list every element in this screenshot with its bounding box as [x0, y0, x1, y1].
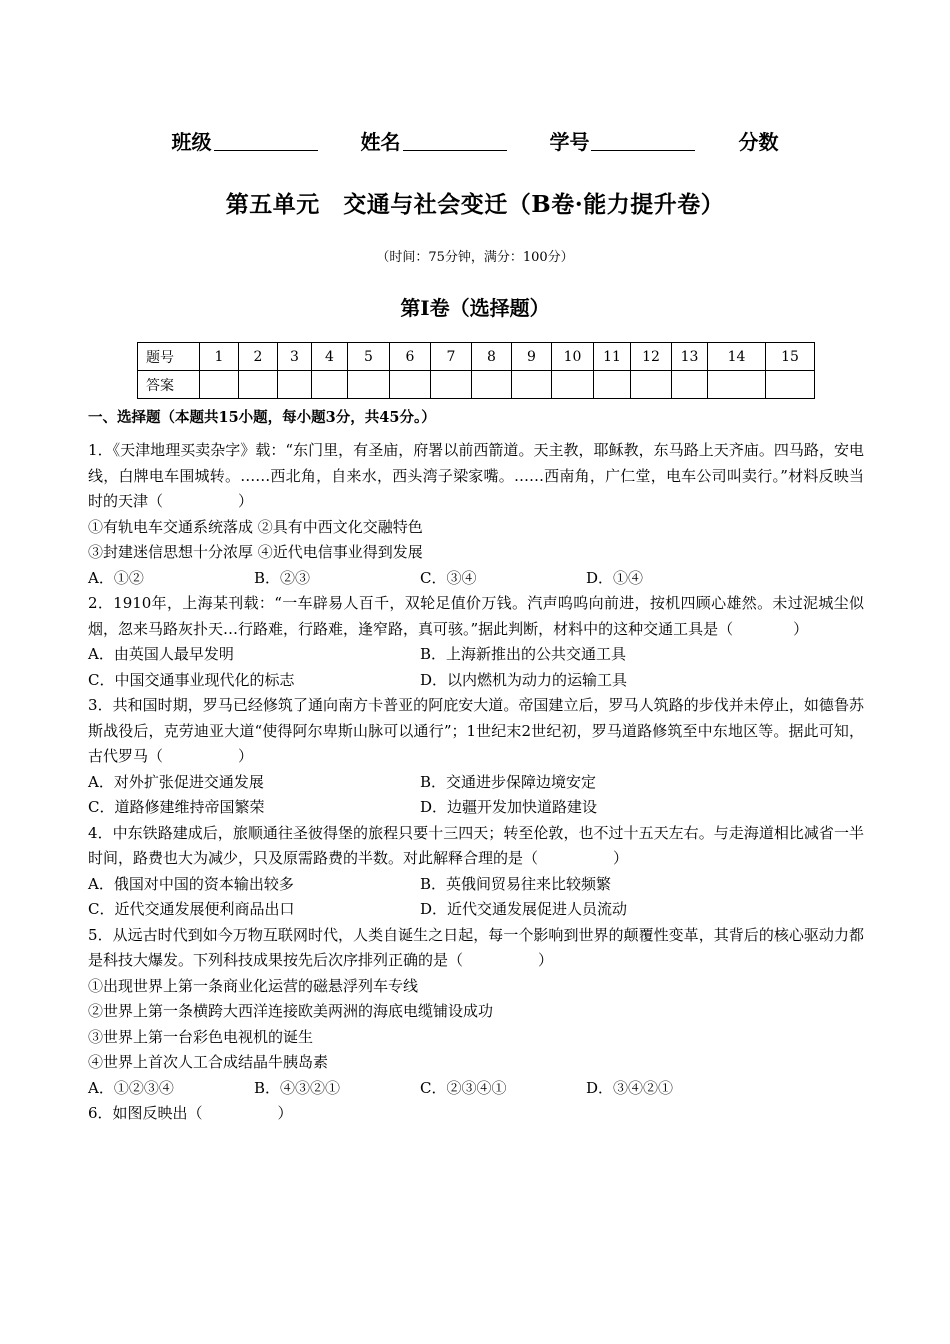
answer-row: [138, 371, 815, 399]
statement-item: ③封建迷信思想十分浓厚 ④近代电信事业得到发展: [88, 543, 423, 561]
answer-table: [137, 342, 815, 399]
option-list: [88, 872, 864, 898]
question-stem: 3．共和国时期，罗马已经修筑了通向南方卡普亚的阿庇安大道。帝国建立后，罗马人筑路的步伐并未停止，如德鲁苏斯战役后，克劳迪亚大道“使得阿尔卑斯山脉可以通行”；1世纪末2世纪初，罗马道路修筑至中东地区等。据此可知，古代罗马（ ）: [88, 696, 864, 765]
exam-subtitle: （时间：75分钟，满分：100分）: [376, 250, 574, 265]
question-number-cell: 1: [200, 343, 239, 371]
answer-cell[interactable]: [390, 371, 431, 399]
option-c[interactable]: C．道路修建维持帝国繁荣: [88, 798, 265, 816]
exam-title: 第五单元 交通与社会变迁（B卷·能力提升卷）: [225, 191, 725, 218]
question-4: [88, 821, 864, 923]
option-list: [88, 1076, 864, 1102]
question-number-cell: 15: [766, 343, 815, 371]
question-number-cell: 10: [552, 343, 594, 371]
question-number-cell: 6: [390, 343, 431, 371]
question-number-cell: 14: [708, 343, 766, 371]
option-c[interactable]: C．③④: [420, 568, 477, 587]
answer-cell[interactable]: [512, 371, 552, 399]
option-d[interactable]: D．③④②①: [586, 1078, 674, 1097]
question-stem: 5．从远古时代到如今万物互联网时代，人类自诞生之日起，每一个影响到世界的颠覆性变革，其背后的核心驱动力都是科技大爆发。下列科技成果按先后次序排列正确的是（ ）: [88, 925, 864, 969]
option-a[interactable]: A．对外扩张促进交通发展: [88, 772, 264, 791]
answer-cell[interactable]: [766, 371, 815, 399]
name-field[interactable]: 姓名: [361, 126, 507, 155]
question-5: [88, 923, 864, 1102]
statement-item: ③世界上第一台彩色电视机的诞生: [88, 1027, 314, 1046]
answer-label: 答案: [138, 371, 200, 399]
student-info-line: [0, 126, 950, 155]
option-b[interactable]: B．④③②①: [254, 1078, 341, 1097]
question-number-cell: 9: [512, 343, 552, 371]
answer-cell[interactable]: [672, 371, 708, 399]
option-d[interactable]: D．以内燃机为动力的运输工具: [420, 670, 628, 689]
question-number-cell: 4: [312, 343, 348, 371]
option-a[interactable]: A．俄国对中国的资本输出较多: [88, 874, 294, 893]
option-b[interactable]: B．②③: [254, 568, 311, 587]
answer-cell[interactable]: [278, 371, 312, 399]
answer-cell[interactable]: [631, 371, 672, 399]
option-d[interactable]: D．①④: [586, 568, 644, 587]
question-stem: 2．1910年，上海某刊载：“一车辟易人百千，双轮足值价万钱。汽声呜呜向前进，按机四顾心雄然。未过泥城尘似烟，忽来马路灰扑天…行路难，行路难，逢窄路，真可骇。”据此判断，材料中的这种交通工具是（ ）: [88, 594, 864, 638]
question-number-cell: 11: [594, 343, 631, 371]
answer-cell[interactable]: [239, 371, 278, 399]
option-list: [88, 668, 864, 694]
statement-item: ①出现世界上第一条商业化运营的磁悬浮列车专线: [88, 976, 419, 995]
answer-cell[interactable]: [708, 371, 766, 399]
option-a[interactable]: A．①②: [88, 568, 144, 587]
student-number-blank[interactable]: [591, 130, 695, 151]
question-number-cell: 12: [631, 343, 672, 371]
question-stem: 6．如图反映出（ ）: [88, 1104, 293, 1122]
option-a[interactable]: A．由英国人最早发明: [88, 645, 234, 663]
option-list: [88, 795, 864, 821]
volume-title: 第Ⅰ卷（选择题）: [400, 296, 550, 320]
statement-item: ①有轨电车交通系统落成 ②具有中西文化交融特色: [88, 517, 423, 536]
question-stem: 4．中东铁路建成后，旅顺通往圣彼得堡的旅程只要十三四天；转至伦敦，也不过十五天左右。与走海道相比减省一半时间，路费也大为减少，只及原需路费的半数。对此解释合理的是（ ）: [88, 823, 864, 867]
section-heading: 一、选择题（本题共15小题，每小题3分，共45分。）: [88, 409, 436, 426]
option-list: [88, 770, 864, 796]
option-c[interactable]: C．中国交通事业现代化的标志: [88, 670, 295, 689]
question-number-row: [138, 343, 815, 371]
answer-cell[interactable]: [594, 371, 631, 399]
question-number-cell: 7: [431, 343, 472, 371]
question-1: [88, 438, 864, 591]
option-a[interactable]: A．①②③④: [88, 1078, 174, 1097]
question-number-cell: 13: [672, 343, 708, 371]
option-d[interactable]: D．近代交通发展促进人员流动: [420, 900, 628, 918]
question-number-cell: 3: [278, 343, 312, 371]
class-field[interactable]: 班级: [172, 126, 318, 155]
score-field: 分数: [738, 130, 779, 154]
question-number-cell: 8: [472, 343, 512, 371]
question-number-label: 题号: [138, 343, 200, 371]
option-list: [88, 642, 864, 668]
question-stem: 1．《天津地理买卖杂字》载：“东门里，有圣庙，府署以前西箭道。天主教，耶稣教，东马路上天齐庙。四马路，安电线，白牌电车围城转。……西北角，自来水，西头湾子梁家嘴。……西南角，广仁堂，电车公司叫卖行。”材料反映当时的天津（ ）: [88, 441, 864, 510]
option-c[interactable]: C．近代交通发展便利商品出口: [88, 900, 295, 918]
option-b[interactable]: B．交通进步保障边境安定: [420, 772, 597, 791]
question-number-cell: 5: [348, 343, 390, 371]
option-b[interactable]: B．英俄间贸易往来比较频繁: [420, 874, 612, 893]
answer-cell[interactable]: [312, 371, 348, 399]
question-6: [88, 1101, 864, 1127]
option-list: [88, 566, 864, 592]
answer-cell[interactable]: [552, 371, 594, 399]
statement-item: ②世界上第一条横跨大西洋连接欧美两洲的海底电缆铺设成功: [88, 1002, 494, 1020]
option-d[interactable]: D．边疆开发加快道路建设: [420, 798, 598, 816]
class-blank[interactable]: [214, 130, 318, 151]
answer-cell[interactable]: [200, 371, 239, 399]
answer-cell[interactable]: [348, 371, 390, 399]
option-list: [88, 897, 864, 923]
question-2: [88, 591, 864, 693]
name-blank[interactable]: [403, 130, 507, 151]
statement-item: ④世界上首次人工合成结晶牛胰岛素: [88, 1053, 329, 1071]
question-number-cell: 2: [239, 343, 278, 371]
answer-cell[interactable]: [431, 371, 472, 399]
question-3: [88, 693, 864, 821]
answer-cell[interactable]: [472, 371, 512, 399]
question-list: [88, 438, 864, 1127]
option-b[interactable]: B．上海新推出的公共交通工具: [420, 645, 627, 663]
option-c[interactable]: C．②③④①: [420, 1078, 507, 1097]
student-number-field[interactable]: 学号: [549, 126, 695, 155]
